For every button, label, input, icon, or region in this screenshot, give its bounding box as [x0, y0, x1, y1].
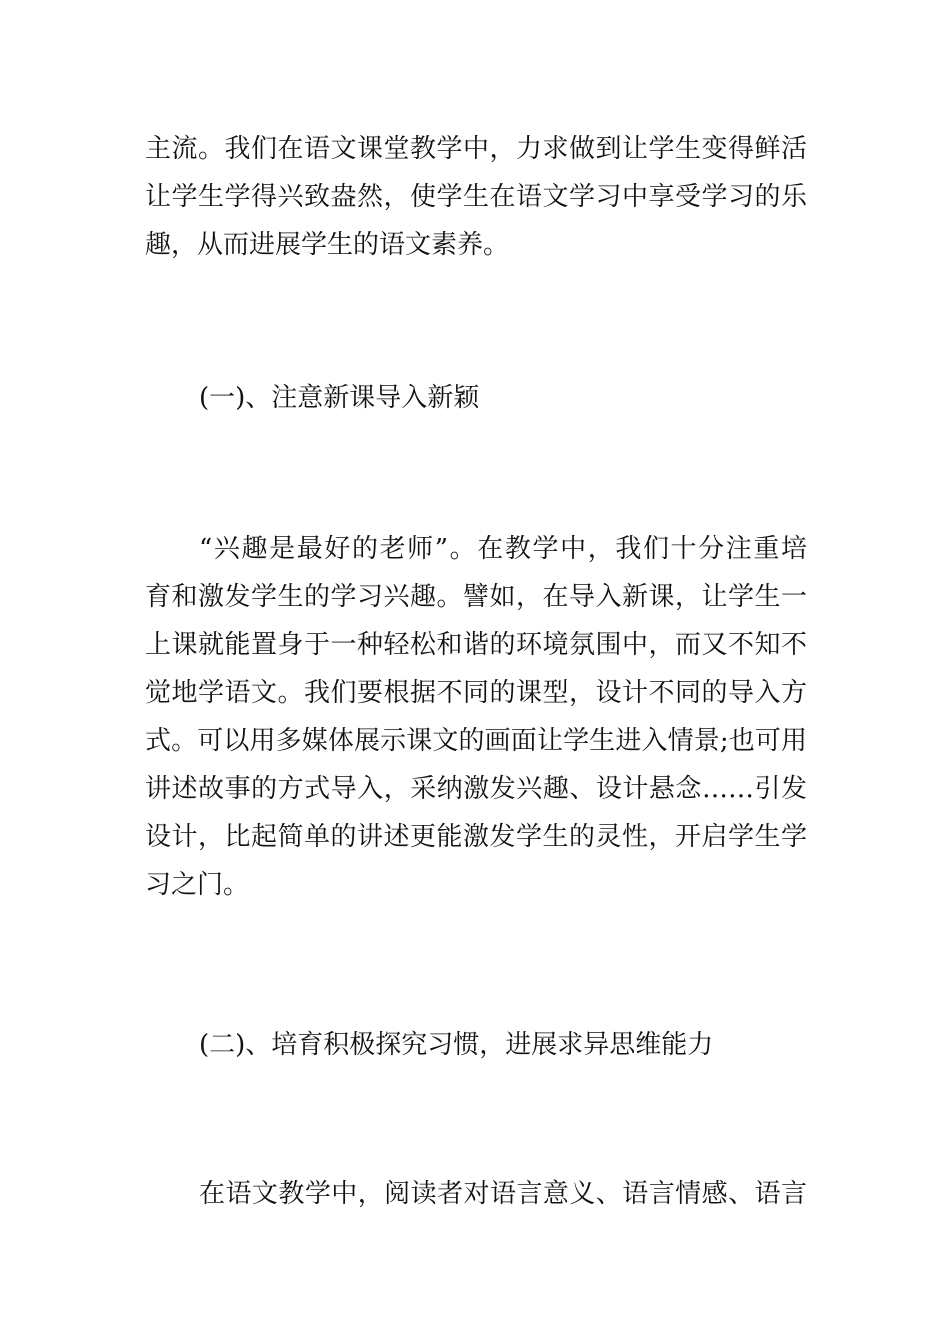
- section-heading-2: (二)、培育积极探究习惯，进展求异思维能力: [199, 1030, 714, 1060]
- text-line: 讲述故事的方式导入，采纳激发兴趣、设计悬念……引发: [145, 774, 807, 804]
- text-line: 育和激发学生的学习兴趣。譬如，在导入新课，让学生一: [145, 582, 807, 612]
- text-line: 让学生学得兴致盎然，使学生在语文学习中享受学习的乐: [145, 182, 807, 212]
- text-line: 主流。我们在语文课堂教学中，力求做到让学生变得鲜活: [145, 134, 807, 164]
- text-line: 觉地学语文。我们要根据不同的课型，设计不同的导入方: [145, 678, 807, 708]
- text-line: 上课就能置身于一种轻松和谐的环境氛围中，而又不知不: [145, 630, 807, 660]
- paragraph-reading: [145, 1170, 807, 1218]
- text-line: 设计，比起简单的讲述更能激发学生的灵性，开启学生学: [145, 822, 807, 852]
- text-line: 在语文教学中，阅读者对语言意义、语言情感、语言: [199, 1179, 807, 1209]
- text-line: 习之门。: [145, 870, 250, 900]
- text-line: 趣，从而进展学生的语文素养。: [145, 230, 510, 260]
- paragraph-interest: [145, 525, 807, 909]
- paragraph-continuation: [145, 125, 807, 269]
- text-line: “兴趣是最好的老师”。在教学中，我们十分注重培: [199, 534, 807, 564]
- section-heading-1: (一)、注意新课导入新颖: [199, 383, 480, 413]
- text-line: 式。可以用多媒体展示课文的画面让学生进入情景;也可用: [145, 726, 807, 756]
